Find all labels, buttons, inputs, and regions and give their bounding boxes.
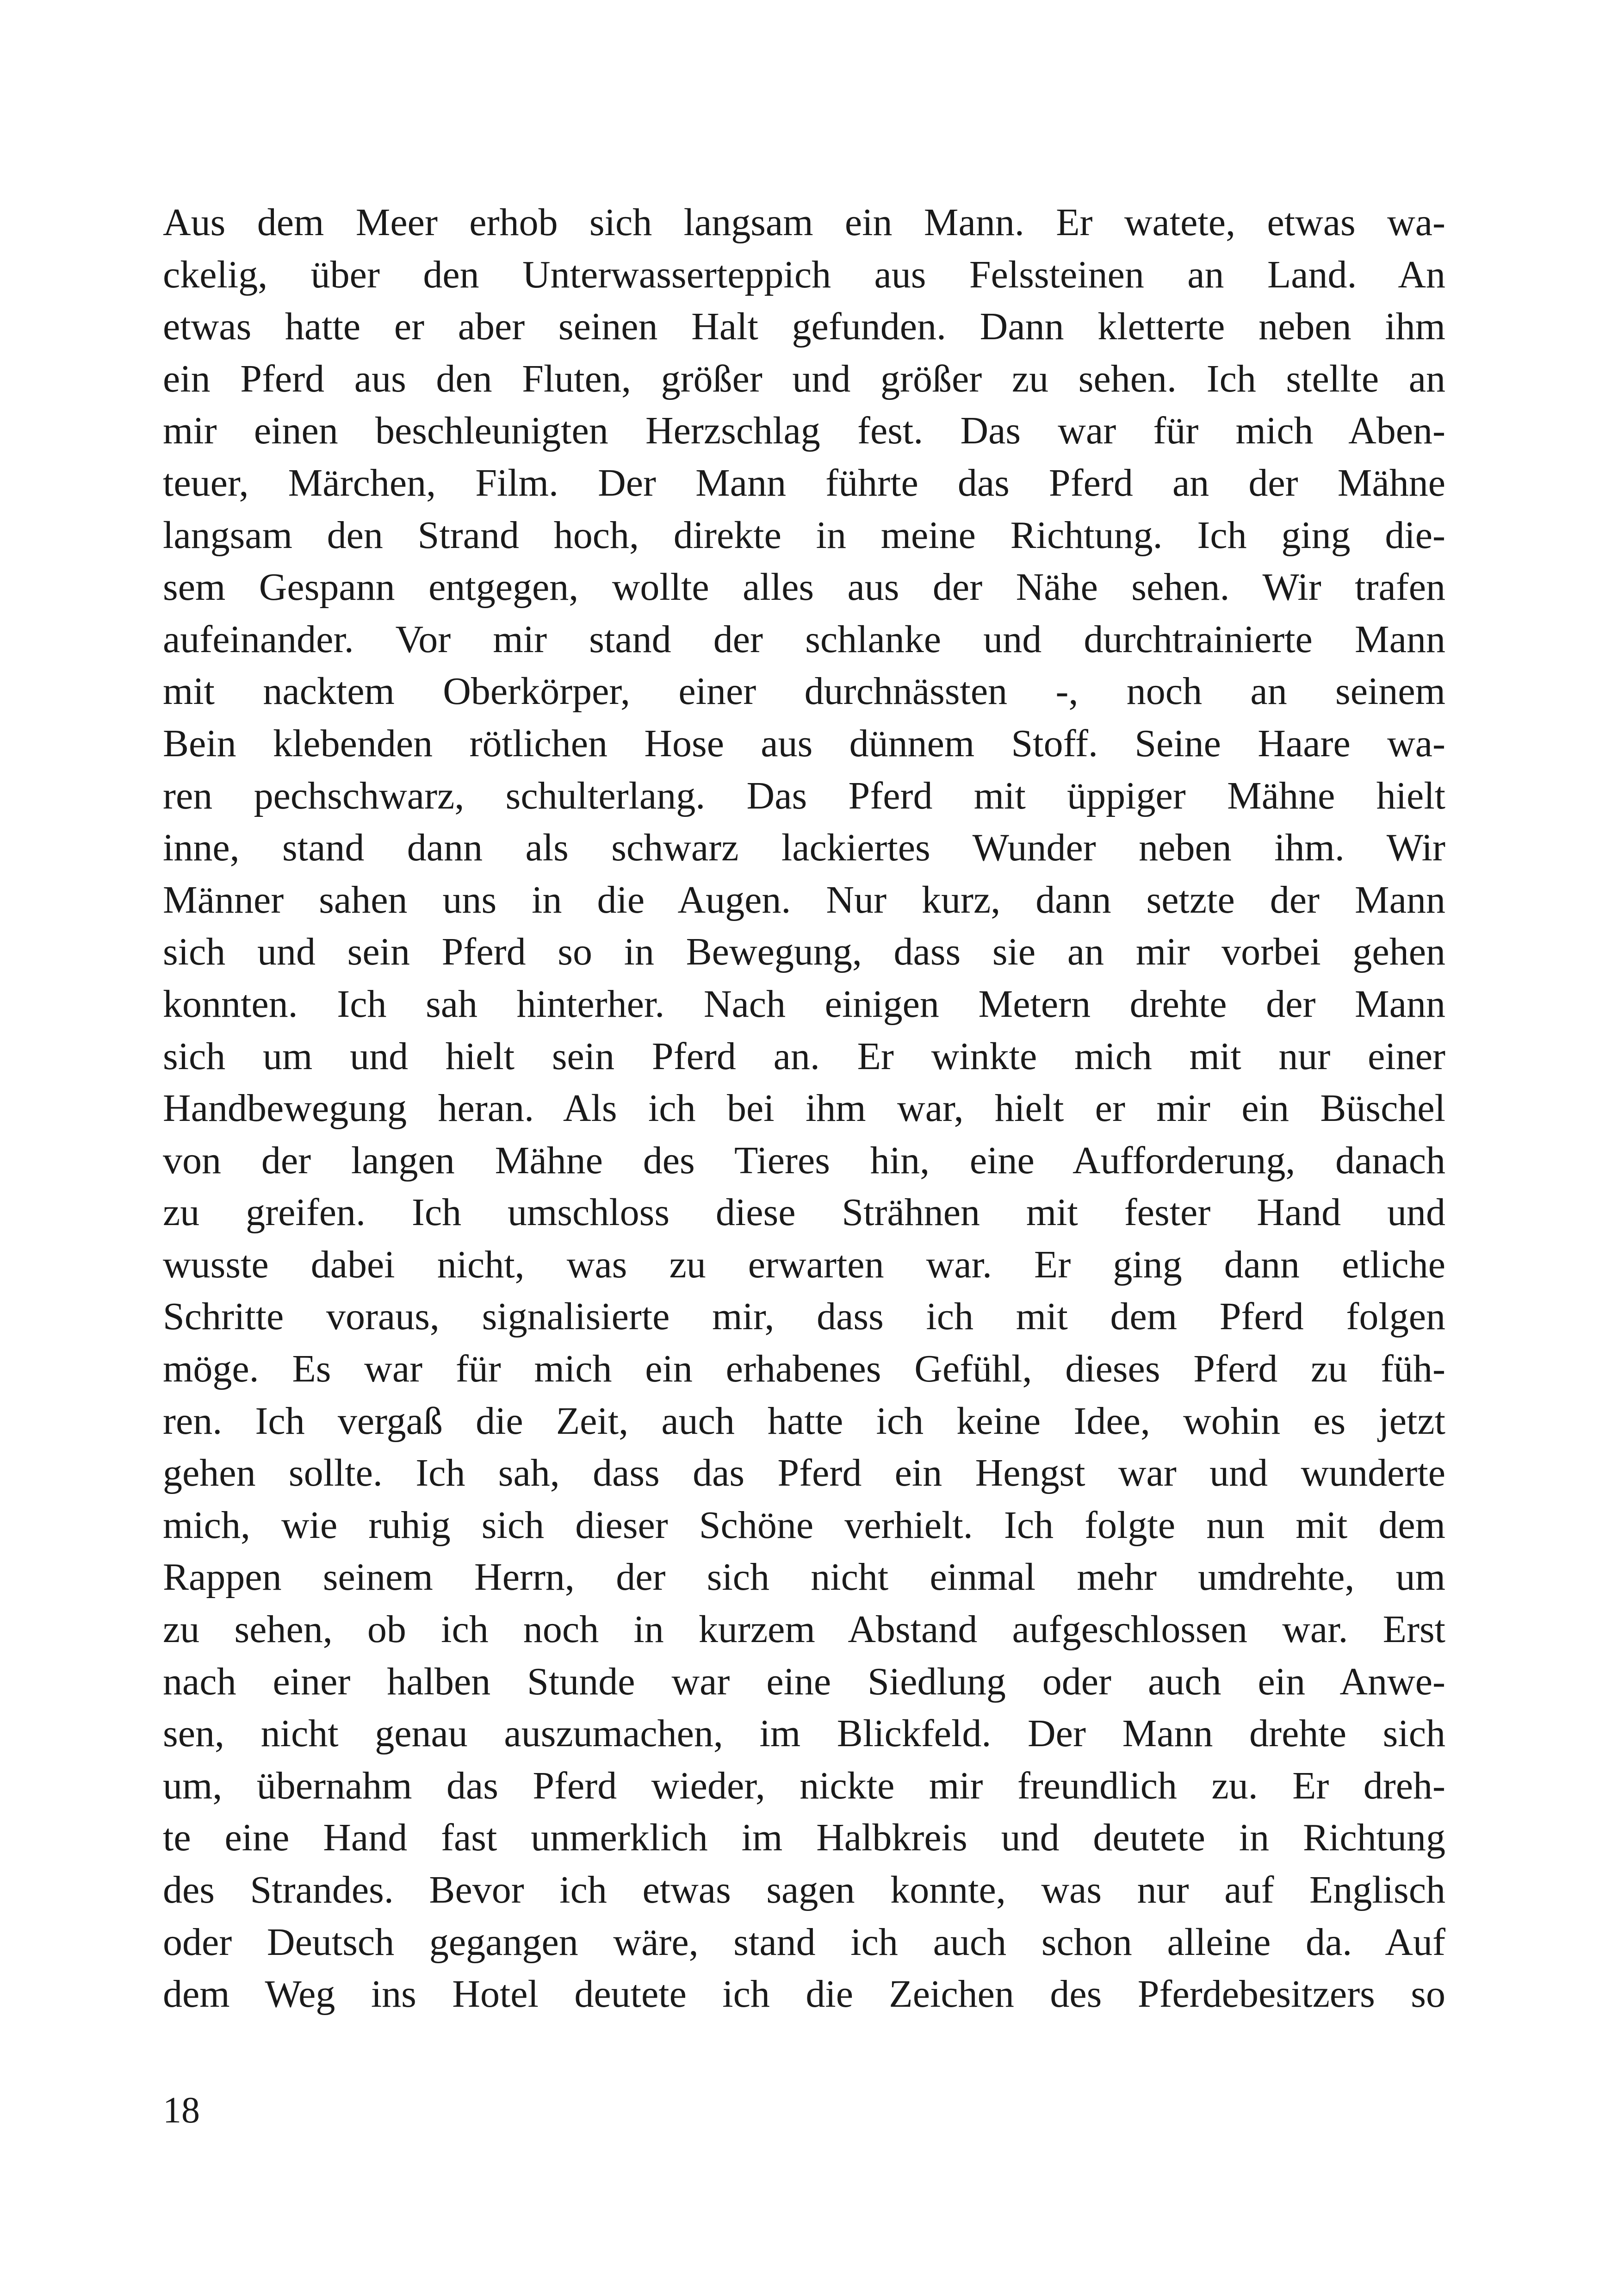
text-line: Rappen seinem Herrn, der sich nicht einmal mehr umdrehte, um: [163, 1556, 1445, 1599]
text-line: zu sehen, ob ich noch in kurzem Abstand aufgeschlossen war. Erst: [163, 1608, 1445, 1651]
text-line: um, übernahm das Pferd wieder, nickte mir freundlich zu. Er dreh-: [163, 1764, 1445, 1807]
text-line: Handbewegung heran. Als ich bei ihm war, hielt er mir ein Büschel: [163, 1087, 1445, 1130]
page-number: 18: [163, 2090, 200, 2131]
text-line: zu greifen. Ich umschloss diese Strähnen mit fester Hand und: [163, 1191, 1445, 1234]
text-line: von der langen Mähne des Tieres hin, eine Aufforderung, danach: [163, 1139, 1445, 1182]
text-line: ren. Ich vergaß die Zeit, auch hatte ich keine Idee, wohin es jetzt: [163, 1399, 1445, 1443]
text-line: inne, stand dann als schwarz lackiertes Wunder neben ihm. Wir: [163, 826, 1445, 870]
text-line: Männer sahen uns in die Augen. Nur kurz, dann setzte der Mann: [163, 878, 1445, 921]
text-line: gehen sollte. Ich sah, dass das Pferd ein Hengst war und wunderte: [163, 1451, 1445, 1495]
text-line: des Strandes. Bevor ich etwas sagen konnte, was nur auf Englisch: [163, 1868, 1445, 1911]
text-line: sich und sein Pferd so in Bewegung, dass sie an mir vorbei gehen: [163, 930, 1445, 974]
text-line: ckelig, über den Unterwasserteppich aus Felssteinen an Land. An: [163, 253, 1445, 296]
text-line: Aus dem Meer erhob sich langsam ein Mann. Er watete, etwas wa-: [163, 201, 1445, 244]
text-line: sich um und hielt sein Pferd an. Er winkte mich mit nur einer: [163, 1034, 1445, 1078]
text-line: wusste dabei nicht, was zu erwarten war. Er ging dann etliche: [163, 1243, 1445, 1286]
text-line: aufeinander. Vor mir stand der schlanke und durchtrainierte Mann: [163, 617, 1445, 661]
text-line: sen, nicht genau auszumachen, im Blickfeld. Der Mann drehte sich: [163, 1712, 1445, 1755]
text-line: nach einer halben Stunde war eine Siedlung oder auch ein Anwe-: [163, 1660, 1445, 1703]
text-line: mir einen beschleunigten Herzschlag fest. Das war für mich Aben-: [163, 409, 1445, 453]
text-line: Schritte voraus, signalisierte mir, dass ich mit dem Pferd folgen: [163, 1295, 1445, 1338]
text-line: ren pechschwarz, schulterlang. Das Pferd mit üppiger Mähne hielt: [163, 774, 1445, 817]
text-line: te eine Hand fast unmerklich im Halbkreis und deutete in Richtung: [163, 1816, 1445, 1860]
text-line: sem Gespann entgegen, wollte alles aus der Nähe sehen. Wir trafen: [163, 566, 1445, 609]
text-line: dem Weg ins Hotel deutete ich die Zeichen des Pferdebesitzers so: [163, 1972, 1445, 2016]
text-line: mit nacktem Oberkörper, einer durchnässten -, noch an seinem: [163, 670, 1445, 713]
text-line: ein Pferd aus den Fluten, größer und größer zu sehen. Ich stellte an: [163, 357, 1445, 400]
text-line: Bein klebenden rötlichen Hose aus dünnem Stoff. Seine Haare wa-: [163, 722, 1445, 765]
body-text: [163, 197, 1445, 2021]
text-line: etwas hatte er aber seinen Halt gefunden. Dann kletterte neben ihm: [163, 305, 1445, 348]
text-line: mich, wie ruhig sich dieser Schöne verhielt. Ich folgte nun mit dem: [163, 1503, 1445, 1547]
text-line: teuer, Märchen, Film. Der Mann führte das Pferd an der Mähne: [163, 461, 1445, 504]
text-line: langsam den Strand hoch, direkte in meine Richtung. Ich ging die-: [163, 513, 1445, 557]
text-line: möge. Es war für mich ein erhabenes Gefühl, dieses Pferd zu füh-: [163, 1347, 1445, 1391]
text-line: konnten. Ich sah hinterher. Nach einigen Metern drehte der Mann: [163, 982, 1445, 1026]
text-line: oder Deutsch gegangen wäre, stand ich auch schon alleine da. Auf: [163, 1920, 1445, 1964]
